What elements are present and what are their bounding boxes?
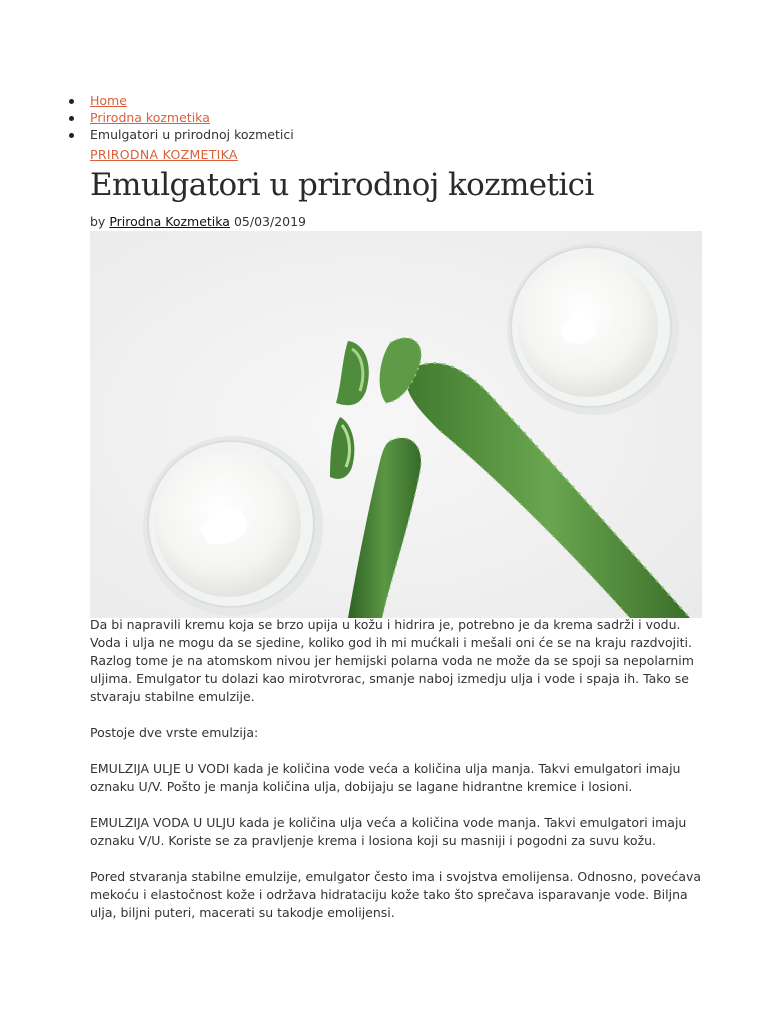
- breadcrumb: [90, 92, 294, 143]
- cream-jar-bottom: [143, 436, 323, 616]
- breadcrumb-link-home[interactable]: Home: [90, 93, 127, 108]
- breadcrumb-current-label: Emulgatori u prirodnoj kozmetici: [90, 127, 294, 142]
- paragraph: Da bi napravili kremu koja se brzo upija u kožu i hidrira je, potrebno je da krema sadrži i vodu. Voda i ulja ne mogu da se sjedine, koliko god ih mi mućkali i mešali oni će se na kraju razdvojiti. Razlog tome je na atomskom nivou jer hemijski polarna voda ne može da se spoji sa nepolarnim uljima. Emulgator tu dolazi kao mirotvrorac, smanje naboj izmedju ulja i vode i spaja ih. Tako se stvaraju stabilne emulzije.: [90, 617, 694, 704]
- breadcrumb-item-current: [90, 126, 294, 143]
- breadcrumb-item-home[interactable]: [90, 92, 294, 109]
- paragraph: Pored stvaranja stabilne emulzije, emulgator često ima i svojstva emolijensa. Odnosno, povećava mekoću i elastočnost kože i održava hidrataciju kože tako što sprečava isparavanje vode. Biljna ulja, biljni puteri, macerati su takodje emolijensi.: [90, 869, 702, 920]
- paragraph: EMULZIJA VODA U ULJU kada je količina ulja veća a količina vode manja. Takvi emulgatori imaju oznaku V/U. Koriste se za pravljenje krema i losiona koji su masniji i pogodni za suvu kožu.: [90, 815, 687, 848]
- byline: [90, 213, 306, 230]
- hero-image: [90, 231, 702, 618]
- page-title: Emulgatori u prirodnoj kozmetici: [90, 167, 594, 203]
- breadcrumb-link-category[interactable]: Prirodna kozmetika: [90, 110, 210, 125]
- aloe-vera-cream-photo-icon: [90, 231, 702, 618]
- byline-prefix: by: [90, 214, 106, 229]
- post-date: 05/03/2019: [233, 214, 306, 229]
- category-link[interactable]: PRIRODNA KOZMETIKA: [90, 147, 238, 162]
- paragraph: EMULZIJA ULJE U VODI kada je količina vode veća a količina ulja manja. Takvi emulgatori imaju oznaku U/V. Pošto je manja količina ulja, dobijaju se lagane hidrantne kremice i losioni.: [90, 761, 681, 794]
- paragraph: Postoje dve vrste emulzija:: [90, 725, 259, 740]
- author-link[interactable]: Prirodna Kozmetika: [109, 214, 230, 229]
- article-body: [90, 616, 702, 940]
- cream-jar-top: [507, 243, 679, 415]
- breadcrumb-item-category[interactable]: [90, 109, 294, 126]
